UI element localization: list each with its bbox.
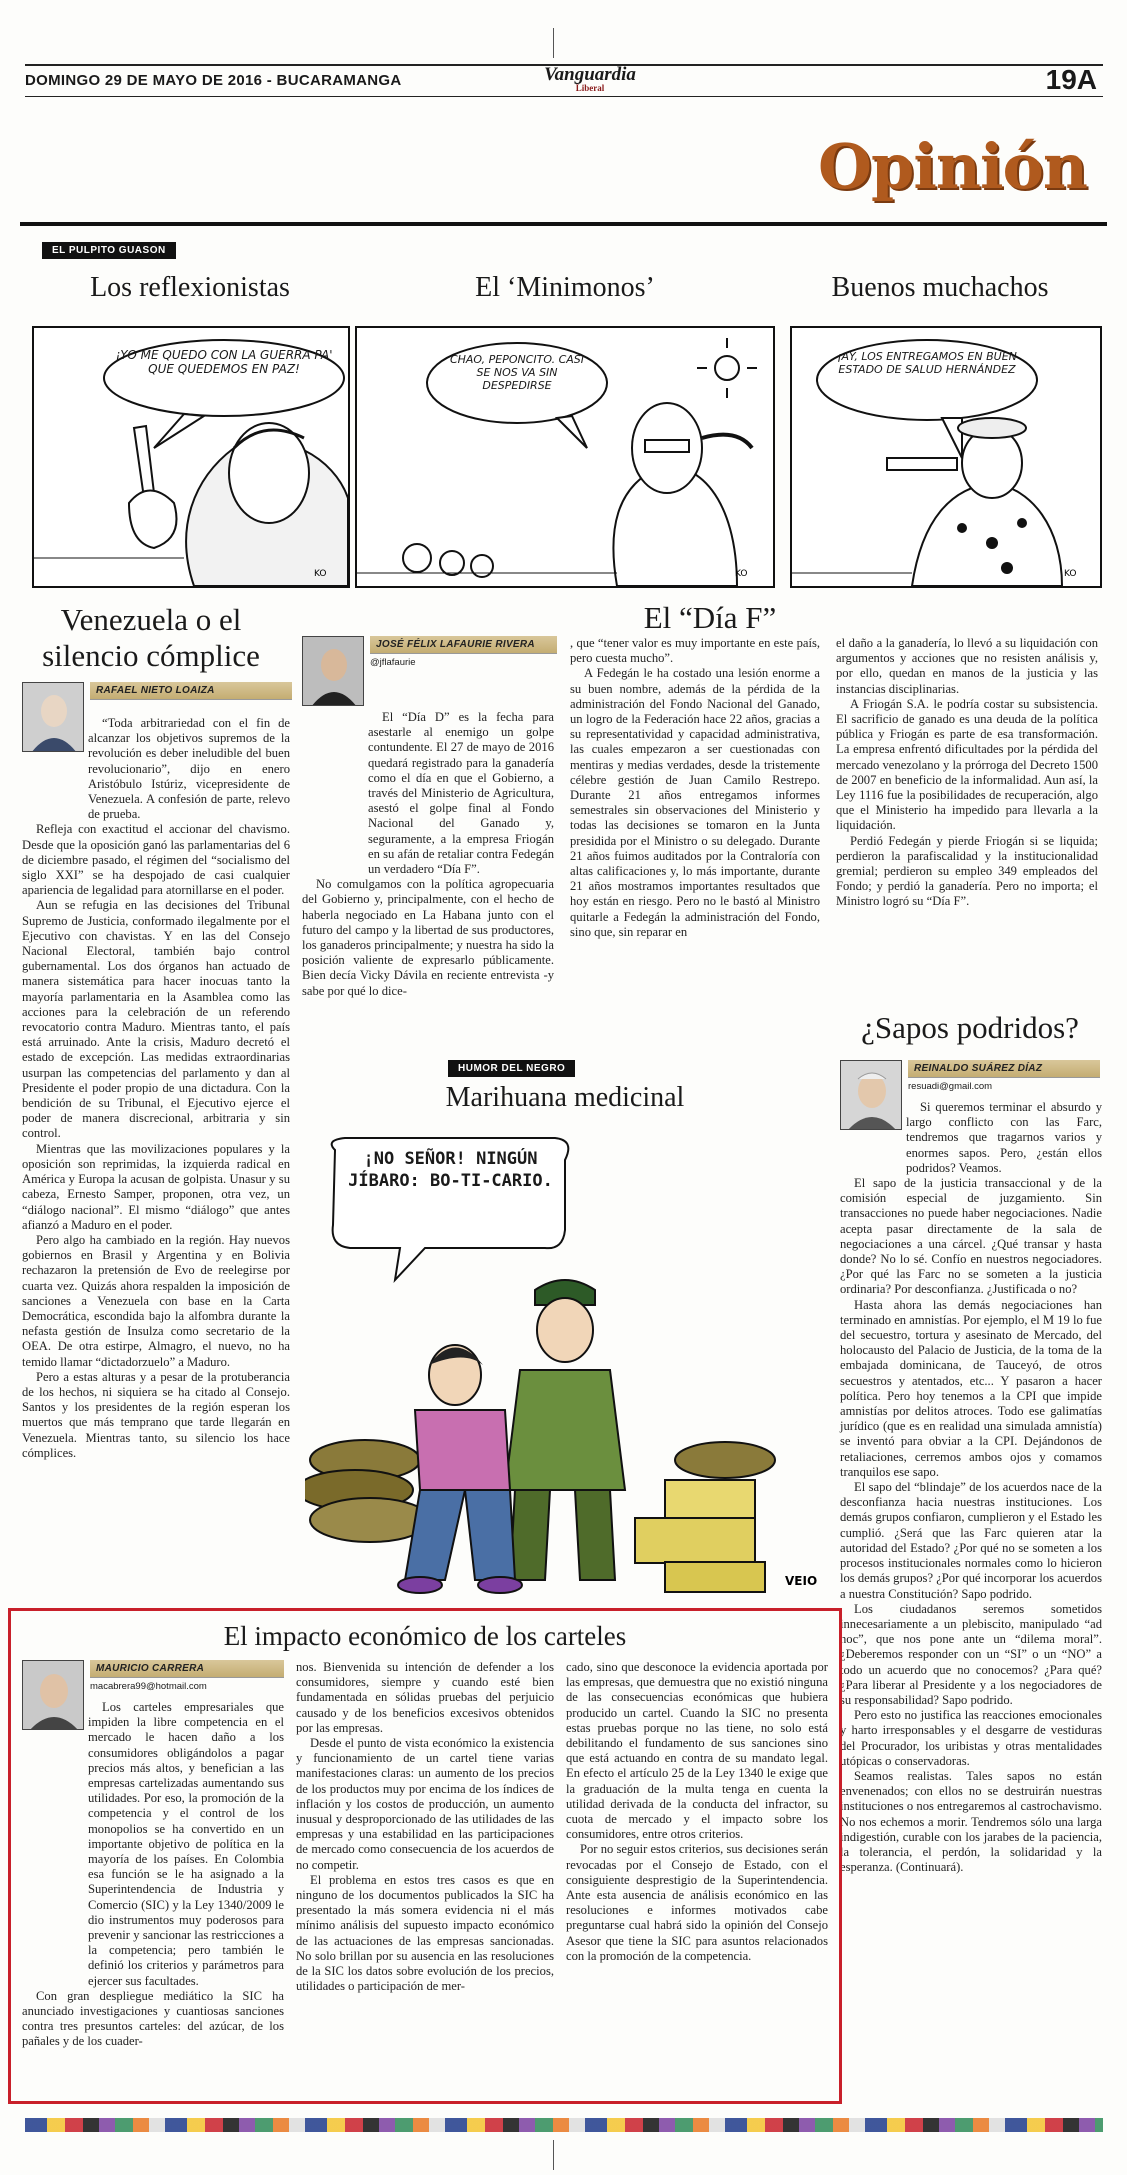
diaf-headline: El “Día F” bbox=[643, 600, 777, 635]
author-photo bbox=[302, 636, 364, 706]
diaf-author: JOSÉ FÉLIX LAFAURIE RIVERA bbox=[370, 636, 557, 654]
cartoon-drawing-3 bbox=[792, 328, 1100, 586]
cartoon-title-3: Buenos muchachos bbox=[831, 272, 1049, 303]
sapos-p5: Los ciudadanos seremos sometidos innecesariamente a un plebiscito, manipulado “ad hoc”, que nos pone ante un “dilema moral”. ¿Deberemos responder con un “SI” o un “NO” a todo un acuerdo que no conocemos? ¿Para qué? ¿Para liberar al Presidente y a los negociadores de su responsabilidad? Sapo podrido. bbox=[840, 1601, 1102, 1707]
sapos-p3: Hasta ahora las demás negociaciones han terminado en amnistías. Por ejemplo, el M 19 lo fue del secuestro, tortura y asesinato de Mercado, del holocausto del Palacio de Justicia, de la toma de la embajada dominicana, de Tauceyó, de otros secuestros y atentados, etc... Y pasaron a hacer política. Pero hoy tenemos a la CPI que impide amnistías por delitos atroces. Todo ese galimatías jurídico (que es en realidad una simulada amnistía) se inventó para obviar a la CPI. Dejándonos de retaliaciones, cerremos ambos ojos y comamos tranquilos ese sapo. bbox=[840, 1297, 1102, 1479]
diaf-col2 bbox=[570, 636, 820, 940]
sapos-p7: Seamos realistas. Tales sapos no están envenenados; con ellos no se destruirán nuestras instituciones o nos entregaremos al castrochavismo. No nos echemos a morir. Tendremos sólo una larga indigestión, curable con los jarabes de la paciencia, la tolerancia, el perdón, la solidaridad y la esperanza. (Continuará). bbox=[840, 1768, 1102, 1875]
diaf-c3-p1: el daño a la ganadería, lo llevó a su liquidación con argumentos y acciones que no resisten análisis y, por ello, quedan en manos de la justicia y las instancias disciplinarias. bbox=[836, 636, 1098, 696]
sapos-author: REINALDO SUÁREZ DÍAZ bbox=[908, 1060, 1100, 1078]
venezuela-p3: Aun se refugia en las decisiones del Tribunal Supremo de Justicia, conformado ilegalmente por el Ejecutivo con chavistas. Y en las del Consejo Nacional Electoral, también bajo control gubernamental. Los dos órganos han actuado de manera sistemática para hacer inocuas tanto la mayoría parlamentaria en la Asamblea como las acciones para la celebración de un referendo revocatorio contra Maduro. Mientras tanto, el país está arruinado. Ante la crisis, Maduro decretó el estado de excepción. Las medidas extraordinarias usurpan las competencias del parlamento y dan al Presidente el poder propio de una dictadura. Con la bendición de su Tribunal, el Ejecutivo ejerce el poder de manera discrecional, arbitraria y sin control. bbox=[22, 898, 290, 1141]
page-number: 19A bbox=[1045, 64, 1097, 95]
cartoon-drawing-2 bbox=[357, 328, 773, 586]
sapos-headline: ¿Sapos podridos? bbox=[861, 1010, 1079, 1045]
humor-kicker: HUMOR DEL NEGRO bbox=[448, 1060, 575, 1077]
cartoon-sign-2: KO bbox=[735, 569, 748, 579]
carteles-email: macabrera99@hotmail.com bbox=[90, 1681, 207, 1692]
header-dateline bbox=[25, 72, 402, 89]
carteles-col2 bbox=[296, 1660, 554, 1994]
header-weekday: DOMINGO bbox=[25, 72, 101, 89]
venezuela-p2: Refleja con exactitud el accionar del chavismo. Desde que la oposición ganó las parlamentarias del 6 de diciembre pasado, el régimen del “socialismo del siglo XXI” se ha despojado de casi cualquier apariencia de legalidad para atornillarse en el poder. bbox=[22, 822, 290, 898]
diaf-handle: @jflafaurie bbox=[370, 657, 416, 668]
cartoon-drawing-1 bbox=[34, 328, 348, 586]
venezuela-p4: Mientras que las movilizaciones populares y la oposición son reprimidas, la izquierda radical en América y Europa la acusan de golpista. Unasur y su cabeza, Ernesto Samper, proponen, otra vez, un “diálogo nacional”. El mismo “diálogo” que antes afianzó a Maduro en el poder. bbox=[22, 1141, 290, 1232]
humor-sign: VEIO bbox=[785, 1574, 818, 1588]
diaf-byline bbox=[302, 636, 557, 706]
cartoon-speech-3: ¡AY, LOS ENTREGAMOS EN BUEN ESTADO DE SALUD HERNÁNDEZ bbox=[837, 350, 1017, 376]
cartoon-title-2: El ‘Minimonos’ bbox=[475, 272, 655, 303]
footer-color-bar bbox=[25, 2118, 1103, 2132]
humor-speech: ¡NO SEÑOR! NINGÚN JÍBARO: BO-TI-CARIO. bbox=[348, 1149, 553, 1191]
venezuela-p5: Pero algo ha cambiado en la región. Hay nuevos gobiernos en Brasil y Argentina y en Bolivia rechazaron la pretensión de Evo de reelegirse por cuarta vez. Quizás ahora respalden la imposición de sanciones a Venezuela con base en la Carta Democrática, escondida bajo la alfombra durante la nefasta gestión de Insulza como secretario de la OEA. De otra estirpe, Almagro, el nuevo, no ha temido llamar “dictadorzuelo” a Maduro. bbox=[22, 1232, 290, 1369]
carteles-c1-p2: Con gran despliegue mediático la SIC ha anunciado investigaciones y cuantiosas sanciones contra tres presuntos carteles: del azúcar, de los pañales y de los cuader- bbox=[22, 1988, 284, 2049]
cartoon-panel-3 bbox=[790, 326, 1102, 588]
carteles-c2-p1: nos. Bienvenida su intención de defender a los consumidores, siempre y cuando esté bien fundamentada en sólidas pruebas del perjuicio causado y de los beneficios excesivos obtenidos por las empresas. bbox=[296, 1660, 554, 1735]
section-rule bbox=[20, 222, 1107, 226]
cartoon-sign-3: KO bbox=[1064, 569, 1077, 579]
diaf-col3 bbox=[836, 636, 1098, 910]
diaf-c2-p1: , que “tener valor es muy importante en este país, pero cuesta mucho”. bbox=[570, 636, 820, 666]
cartoon-title-1: Los reflexionistas bbox=[90, 272, 290, 303]
diaf-c2-p2: A Fedegán le ha costado una lesión enorme a su buen nombre, además de la pérdida de la administración del Fondo Nacional del Ganado, un logro de la Federación hace 22 años, gracias a su representatividad y capacidad administrativa, las cuales empezaron a ser cuestionadas con mentiras y medias verdades, desde la tristemente célebre gestión de Juan Camilo Restrepo. Durante 21 años entregamos informes semestrales sin observaciones del Ministerio y todas las decisiones se tomaron en la Junta presidida por el Ministro o su delegado. Durante 21 años fuimos auditados por la Contraloría con altas calificaciones y, lo más importante, durante 21 años mostramos importantes resultados que hoy están en riesgo. Pero no le bastó al Ministro quitarle a Fedegán la administración del Fondo, sino que, sin reparar en bbox=[570, 666, 820, 939]
diaf-c3-p2: A Friogán S.A. le podría costar su subsistencia. El sacrificio de ganado es una deuda de la política pública y Friogán es parte de esa transformación. La empresa enfrentó dificultades por la pérdida del mercado venezolano y la prórroga del Decreto 1500 de 2007 en beneficio de la informalidad. Aun así, la Ley 1116 fue la posibilidades de recuperación, algo que el Ministerio ha impedido para llevarla a la liquidación. bbox=[836, 696, 1098, 833]
carteles-col1 bbox=[22, 1700, 284, 2050]
sapos-p2: El sapo de la justicia transaccional y de la comisión especial de juzgamiento. Sin transacciones no puede haber negociaciones. Nadie acepta pasar directamente de la sala de negociaciones a una cárcel. ¿Qué transar y hasta donde? No lo sé. Confío en nuestros negociadores. ¿Por qué las Farc no se someten a la justicia ordinaria? Por desconfianza. ¿Justificada o no? bbox=[840, 1176, 1102, 1297]
venezuela-author: RAFAEL NIETO LOAIZA bbox=[90, 682, 292, 700]
crop-mark-top bbox=[553, 28, 554, 58]
sapos-email: resuadi@gmail.com bbox=[908, 1081, 993, 1092]
humor-title: Marihuana medicinal bbox=[445, 1082, 685, 1113]
cartoon-kicker: EL PULPITO GUASON bbox=[42, 242, 176, 259]
venezuela-p6: Pero a estas alturas y a pesar de la protuberancia de los hechos, ni siquiera se ha citado al Consejo. Santos y los presidentes de la región esperan los muertos que más temprano que tarde llegarán en Venezuela. Mientras tanto, su silencio los hace cómplices. bbox=[22, 1369, 290, 1460]
sapos-p1: Si queremos terminar el absurdo y largo conflicto con las Farc, tendremos que tragarnos varios y enormes sapos. Pero, ¿están ellos podridos? Veamos. bbox=[906, 1100, 1102, 1175]
header-rule-bottom bbox=[25, 96, 1103, 97]
venezuela-headline: Venezuela o el silencio cómplice bbox=[42, 602, 260, 673]
cartoon-panel-2 bbox=[355, 326, 775, 588]
humor-cartoon bbox=[305, 1130, 825, 1600]
logo-text: Vanguardia bbox=[544, 64, 636, 85]
header-date: 29 DE MAYO DE 2016 - BUCARAMANGA bbox=[104, 72, 402, 89]
crop-mark-bottom bbox=[553, 2140, 554, 2170]
carteles-c1-p1: Los carteles empresariales que impiden la libre competencia en el mercado le hacen daño a los consumidores obligándolos a pagar precios más altos, y benefician a las empresas cartelizadas aumentando sus utilidades. Por eso, la promoción de la competencia y el control de los monopolios se ha convertido en un importante objetivo de política en la mayoría de los países. En Colombia esa función se le ha asignado a la Superintendencia de Industria y Comercio (SIC) y la Ley 1340/2009 le dio instrumentos muy poderosos para prevenir y sancionar las restricciones a la competencia; pero también le definió los criterios y parámetros para ejercer sus facultades. bbox=[88, 1700, 284, 1988]
sapos-body bbox=[840, 1100, 1102, 1875]
humor-drawing bbox=[305, 1130, 825, 1600]
venezuela-body bbox=[22, 716, 290, 1461]
section-title: Opinión bbox=[818, 130, 1087, 203]
carteles-c2-p2: Desde el punto de vista económico la existencia y funcionamiento de un cartel tiene varias manifestaciones claras: un aumento de los precios de los productos muy por encima de los índices de inflación y los costos de producción, un aumento inusual y desproporcionado de las utilidades de las empresas y una estabilidad en las participaciones de mercado como consecuencia de los acuerdos de no competir. bbox=[296, 1736, 554, 1872]
logo-subtext: Liberal bbox=[575, 83, 605, 93]
sapos-p6: Pero esto no justifica las reacciones emocionales y harto irresponsables y el desgarre de vestiduras del Procurador, los uribistas y otras mentalidades utópicas o conservadoras. bbox=[840, 1708, 1102, 1768]
cartoon-speech-2: CHAO, PEPONCITO. CASI SE NOS VA SIN DESPEDIRSE bbox=[449, 353, 585, 392]
carteles-c3-p2: Por no seguir estos criterios, sus decisiones serán revocadas por el Consejo de Estado, con el consiguiente desprestigio de la Superintendencia. Ante esta ausencia de análisis económico en las resoluciones e informes motivados cabe preguntarse cual habrá sido la opinión del Consejo Asesor que tiene la SIC para asuntos relacionados con la promoción de la competencia. bbox=[566, 1842, 828, 1963]
cartoon-panel-1 bbox=[32, 326, 350, 588]
diaf-col1 bbox=[302, 710, 554, 999]
sapos-p4: El sapo del “blindaje” de los acuerdos nace de la desconfianza hacia nuestras instituciones. Los demás grupos confiaron, cumplieron y el Estado les cumplió. ¿Será que las Farc quieren atar la autoridad del Estado? ¿Por qué no se someten a los procesos institucionales normales como lo hicieron los demás grupos? ¿Por qué incorporar los acuerdos a nuestra Constitución? Sapo podrido. bbox=[840, 1480, 1102, 1601]
carteles-author: MAURICIO CARRERA bbox=[90, 1660, 284, 1678]
newspaper-logo bbox=[520, 66, 660, 93]
diaf-c1-p2: No comulgamos con la política agropecuaria del Gobierno y, principalmente, con el hecho de haberla negociado en La Habana junto con el futuro del campo y la libertad de sus productores, los ganaderos principalmente; y nuestra ha sido la posición valiente de expresarlo públicamente. Bien decía Vicky Dávila en reciente entrevista -y sabe por qué lo dice- bbox=[302, 877, 554, 998]
cartoon-sign-1: KO bbox=[314, 569, 327, 579]
carteles-c3-p1: cado, sino que desconoce la evidencia aportada por las empresas, que demuestra que no existió ninguna de las consecuencias económicas que hubiera producido un cartel. Cuando la SIC no presenta estas pruebas porque no las tiene, no solo está debilitando el fundamento de sus sanciones sino que está actuando en contra de su mandato legal. En efecto el artículo 25 de la Ley 1340 le exige que la graduación de la multa tenga en cuenta la utilidad derivada de la conducta del infractor, su cuota de mercado y el impacto sobre los consumidores, entre otros criterios. bbox=[566, 1660, 828, 1842]
venezuela-p1: “Toda arbitrariedad con el fin de alcanzar los objetivos supremos de la revolución es deber ineludible del buen revolucionario”, dijo en enero Aristóbulo Istúriz, vicepresidente de Venezuela. A confesión de parte, relevo de prueba. bbox=[88, 716, 290, 822]
carteles-col3 bbox=[566, 1660, 828, 1964]
diaf-c3-p3: Perdió Fedegán y pierde Friogán si se liquida; perdieron la parafiscalidad y la institucionalidad gremial; perdieron su empleo 349 empleados del Fondo; y perdió la ganadería. Pero no importa; el Ministro logró su “Día F”. bbox=[836, 833, 1098, 909]
cartoon-speech-1: ¡YO ME QUEDO CON LA GUERRA PA' QUE QUEDEMOS EN PAZ! bbox=[115, 348, 333, 376]
diaf-c1-p1: El “Día D” es la fecha para asestarle al enemigo un golpe contundente. El 27 de mayo de 2016 quedará registrado para la ganadería como el día en que el Gobierno, a través del Ministerio de Agricultura, asestó el golpe final al Fondo Nacional del Ganado y, seguramente, a la empresa Friogán en su afán de retaliar contra Fedegán un verdadero “Día F”. bbox=[368, 710, 554, 877]
carteles-headline: El impacto económico de los carteles bbox=[223, 1621, 627, 1651]
carteles-c2-p3: El problema en estos tres casos es que en ninguno de los documentos publicados la SIC ha presentado la más somera evidencia ni el más mínimo análisis del supuesto impacto económico de las actuaciones de las empresas sancionadas. No solo brillan por su ausencia en las resoluciones de la SIC los datos sobre evolución de los precios, utilidades o participación de mer- bbox=[296, 1872, 554, 1994]
